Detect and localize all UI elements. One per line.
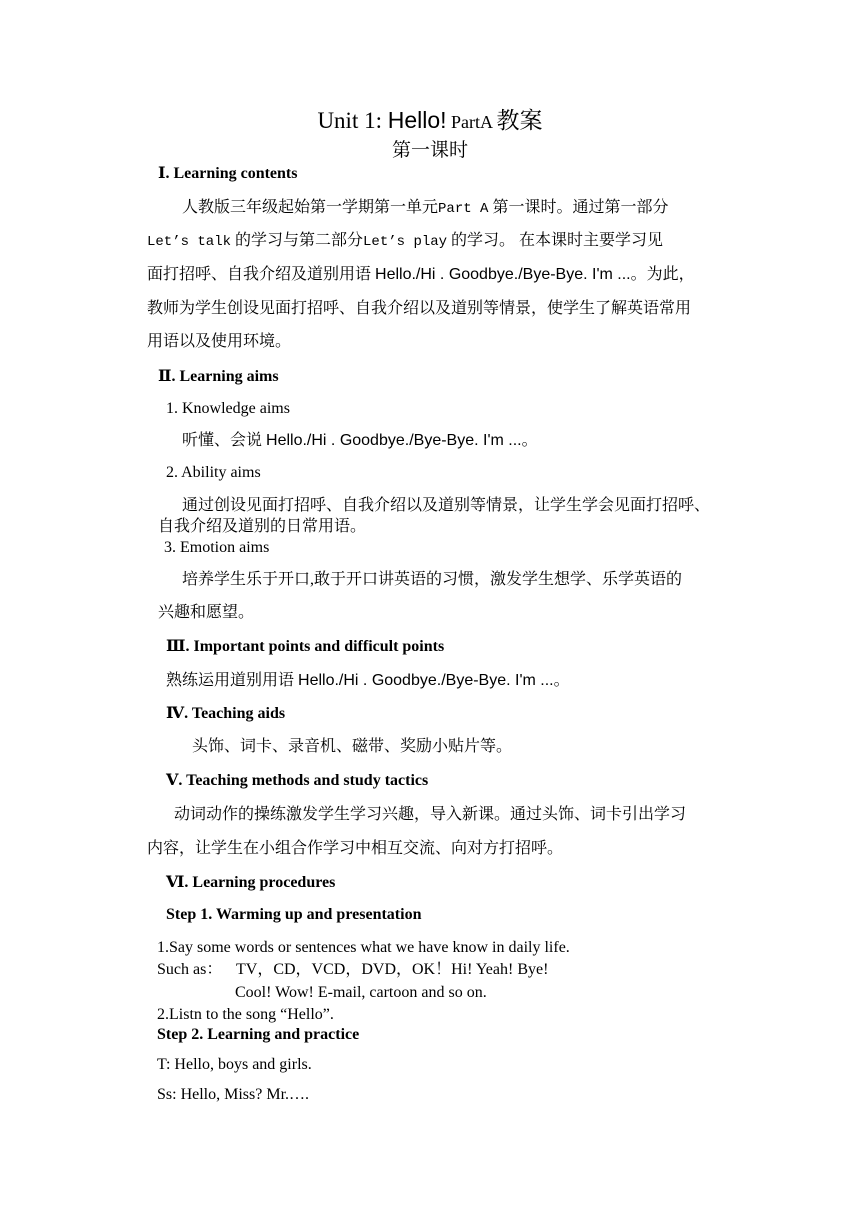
dialogue-line: Ss: Hello, Miss? Mr.….	[157, 1086, 310, 1103]
list-item: 2.Listn to the song “Hello”.	[157, 1006, 334, 1023]
step-heading-warming-up: Step 1. Warming up and presentation	[166, 906, 422, 923]
section-heading-teaching-aids: Ⅳ. Teaching aids	[166, 705, 286, 722]
text-span: 。为此，	[630, 266, 695, 283]
text-span: 熟练运用道别用语	[166, 672, 299, 689]
text-span: 。	[553, 672, 570, 689]
paragraph-line	[182, 431, 538, 451]
text-span: Let’s talk	[147, 234, 232, 250]
text-span: 的学习。 在本课时主要学习见	[447, 232, 664, 249]
paragraph-line: 培养学生乐于开口,敢于开口讲英语的习惯，激发学生想学、乐学英语的	[182, 571, 683, 588]
step-heading-learning-practice: Step 2. Learning and practice	[157, 1026, 360, 1043]
text-span: TV，CD，VCD，DVD，OK！Hi! Yeah! Bye!	[236, 961, 549, 978]
paragraph-line: 用语以及使用环境。	[147, 333, 292, 350]
section-heading-learning-contents: Ⅰ. Learning contents	[158, 165, 298, 182]
title-plan: 教案	[496, 108, 543, 133]
list-item: 1.Say some words or sentences what we have know in daily life.	[157, 939, 570, 956]
text-span: 听懂、会说	[182, 432, 267, 449]
text-span: Let’s play	[363, 234, 448, 250]
list-item	[157, 960, 549, 980]
paragraph-line	[182, 198, 668, 219]
paragraph-line: 兴趣和愿望。	[158, 604, 255, 621]
text-span: Hello./Hi . Goodbye./Bye-Bye. I'm ...	[266, 432, 522, 449]
paragraph-line: 通过创设见面打招呼、自我介绍以及道别等情景，让学生学会见面打招呼、	[182, 497, 711, 514]
paragraph-line: 内容，让学生在小组合作学习中相互交流、向对方打招呼。	[147, 840, 564, 857]
paragraph-line: 头饰、词卡、录音机、磁带、奖励小贴片等。	[192, 738, 513, 755]
text-span: 第一课时。通过第一部分	[488, 199, 669, 216]
section-heading-teaching-methods: Ⅴ. Teaching methods and study tactics	[166, 772, 429, 789]
text-span: Hello./Hi . Goodbye./Bye-Bye. I'm ...	[298, 672, 554, 689]
text-span: 面打招呼、自我介绍及道别用语	[147, 266, 376, 283]
text-span: Hello./Hi . Goodbye./Bye-Bye. I'm ...	[375, 266, 631, 283]
paragraph-line	[147, 265, 695, 285]
paragraph-line: 自我介绍及道别的日常用语。	[158, 518, 367, 535]
paragraph-line	[166, 671, 570, 691]
document-subtitle: 第一课时	[391, 140, 468, 161]
text-span: 人教版三年级起始第一学期第一单元	[182, 199, 439, 216]
dialogue-line: T: Hello, boys and girls.	[157, 1056, 312, 1073]
subheading-knowledge-aims: 1. Knowledge aims	[166, 400, 290, 417]
text-span: Part A	[438, 201, 489, 217]
subheading-emotion-aims: 3. Emotion aims	[164, 539, 270, 556]
section-heading-learning-procedures: Ⅵ. Learning procedures	[166, 874, 336, 891]
text-span: 。	[521, 432, 538, 449]
paragraph-line: 动词动作的操练激发学生学习兴趣，导入新课。通过头饰、词卡引出学习	[174, 806, 687, 823]
list-item: Cool! Wow! E-mail, cartoon and so on.	[235, 984, 487, 1001]
title-part: PartA	[446, 112, 497, 132]
paragraph-line: 教师为学生创设见面打招呼、自我介绍以及道别等情景，使学生了解英语常用	[147, 300, 692, 317]
text-span: 的学习与第二部分	[231, 232, 364, 249]
section-heading-important-points: Ⅲ. Important points and difficult points	[166, 638, 445, 655]
subheading-ability-aims: 2. Ability aims	[166, 464, 261, 481]
title-hello: Hello!	[387, 107, 447, 133]
paragraph-line	[147, 231, 663, 252]
section-heading-learning-aims: Ⅱ. Learning aims	[158, 368, 279, 385]
document-title	[0, 106, 860, 136]
text-span: Such as：	[157, 961, 223, 978]
title-unit: Unit 1:	[317, 108, 388, 133]
